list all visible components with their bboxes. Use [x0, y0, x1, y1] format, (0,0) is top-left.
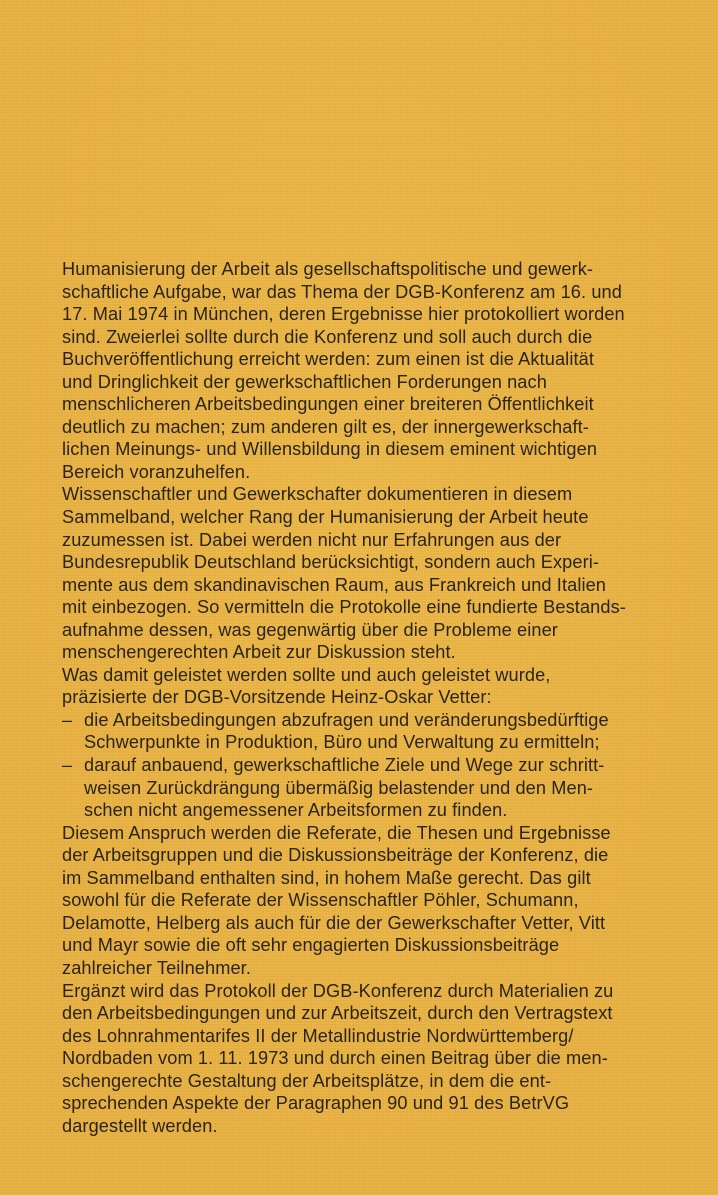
- text-line: [62, 777, 690, 800]
- line-text: Diesem Anspruch werden die Referate, die Thesen und Ergebnisse: [62, 822, 611, 843]
- line-text: mente aus dem skandinavischen Raum, aus Frankreich und Italien: [62, 574, 607, 595]
- line-text: menschlicheren Arbeitsbedingungen einer breiteren Öffentlichkeit: [62, 394, 594, 415]
- line-text: aufnahme dessen, was gegenwärtig über die Probleme einer: [62, 619, 558, 640]
- line-text: Nordbaden vom 1. 11. 1973 und durch einen Beitrag über die men-: [62, 1048, 608, 1069]
- text-line: [62, 326, 690, 349]
- line-text: die Arbeitsbedingungen abzufragen und veränderungsbedürftige: [84, 709, 609, 730]
- line-text: sprechenden Aspekte der Paragraphen 90 und 91 des BetrVG: [62, 1093, 570, 1114]
- line-text: deutlich zu machen; zum anderen gilt es, der innergewerkschaft-: [62, 416, 589, 437]
- line-text: den Arbeitsbedingungen und zur Arbeitszeit, durch den Vertragstext: [62, 1003, 613, 1024]
- text-line: [62, 483, 690, 506]
- line-text: Was damit geleistet werden sollte und auch geleistet wurde,: [62, 664, 551, 685]
- text-line: [62, 529, 690, 552]
- line-text: menschengerechten Arbeit zur Diskussion steht.: [62, 642, 456, 663]
- line-text: der Arbeitsgruppen und die Diskussionsbeiträge der Konferenz, die: [62, 845, 609, 866]
- text-line: [62, 641, 690, 664]
- line-text: mit einbezogen. So vermitteln die Protokolle eine fundierte Bestands-: [62, 597, 626, 618]
- text-line: [62, 506, 690, 529]
- bullet-line: [62, 754, 690, 777]
- text-line: [62, 393, 690, 416]
- line-text: dargestellt werden.: [62, 1115, 218, 1136]
- text-line: [62, 371, 690, 394]
- text-line: [62, 1025, 690, 1048]
- line-text: Ergänzt wird das Protokoll der DGB-Konferenz durch Materialien zu: [62, 980, 614, 1001]
- line-text: und Mayr sowie die oft sehr engagierten Diskussionsbeiträge: [62, 935, 560, 956]
- text-line: [62, 258, 690, 281]
- text-line: [62, 664, 690, 687]
- bullet-line: [62, 709, 690, 732]
- line-text: Bereich voranzuhelfen.: [62, 461, 251, 482]
- line-text: im Sammelband enthalten sind, in hohem Maße gerecht. Das gilt: [62, 867, 591, 888]
- line-text: Humanisierung der Arbeit als gesellschaftspolitische und gewerk-: [62, 259, 594, 279]
- dash-bullet: –: [62, 709, 73, 730]
- line-text: zuzumessen ist. Dabei werden nicht nur Erfahrungen aus der: [62, 529, 562, 550]
- text-line: [62, 889, 690, 912]
- line-text: lichen Meinungs- und Willensbildung in diesem eminent wichtigen: [62, 439, 598, 460]
- line-text: Wissenschaftler und Gewerkschafter dokumentieren in diesem: [62, 484, 573, 505]
- line-text: 17. Mai 1974 in München, deren Ergebnisse hier protokolliert worden: [62, 304, 625, 325]
- text-line: [62, 1070, 690, 1093]
- text-line: [62, 461, 690, 484]
- text-line: [62, 934, 690, 957]
- text-line: [62, 1002, 690, 1025]
- text-line: [62, 303, 690, 326]
- line-text: Bundesrepublik Deutschland berücksichtigt, sondern auch Experi-: [62, 552, 600, 573]
- text-line: [62, 1092, 690, 1115]
- text-line: [62, 686, 690, 709]
- dash-bullet: –: [62, 755, 73, 776]
- text-line: [62, 867, 690, 890]
- text-line: [62, 1047, 690, 1070]
- text-line: [62, 416, 690, 439]
- line-text: schaftliche Aufgabe, war das Thema der DGB-Konferenz am 16. und: [62, 281, 622, 302]
- line-text: sind. Zweierlei sollte durch die Konferenz und soll auch durch die: [62, 326, 593, 347]
- text-line: [62, 844, 690, 867]
- text-line: [62, 619, 690, 642]
- line-text: sowohl für die Referate der Wissenschaftler Pöhler, Schumann,: [62, 890, 579, 911]
- line-text: zahlreicher Teilnehmer.: [62, 957, 251, 978]
- text-line: [62, 980, 690, 1003]
- line-text: darauf anbauend, gewerkschaftliche Ziele und Wege zur schritt-: [84, 755, 605, 776]
- text-line: [62, 348, 690, 371]
- line-text: schengerechte Gestaltung der Arbeitsplätze, in dem die ent-: [62, 1070, 552, 1091]
- line-text: Sammelband, welcher Rang der Humanisierung der Arbeit heute: [62, 507, 589, 528]
- line-text: und Dringlichkeit der gewerkschaftlichen Forderungen nach: [62, 371, 547, 392]
- line-text: Buchveröffentlichung erreicht werden: zum einen ist die Aktualität: [62, 349, 594, 370]
- text-line: [62, 957, 690, 980]
- line-text: präzisierte der DGB-Vorsitzende Heinz-Oskar Vetter:: [62, 687, 492, 708]
- text-line: [62, 912, 690, 935]
- line-text: schen nicht angemessener Arbeitsformen zu finden.: [84, 800, 508, 821]
- back-cover-blurb: [62, 258, 690, 1137]
- text-line: [62, 574, 690, 597]
- text-line: [62, 551, 690, 574]
- text-line: [62, 438, 690, 461]
- text-line: [62, 281, 690, 304]
- text-line: [62, 799, 690, 822]
- text-line: [62, 731, 690, 754]
- line-text: des Lohnrahmentarifes II der Metallindustrie Nordwürttemberg/: [62, 1025, 574, 1046]
- text-line: [62, 822, 690, 845]
- text-line: [62, 596, 690, 619]
- line-text: Schwerpunkte in Produktion, Büro und Verwaltung zu ermitteln;: [84, 732, 600, 753]
- line-text: weisen Zurückdrängung übermäßig belastender und den Men-: [84, 777, 594, 798]
- line-text: Delamotte, Helberg als auch für die der Gewerkschafter Vetter, Vitt: [62, 912, 606, 933]
- text-line: [62, 1115, 690, 1138]
